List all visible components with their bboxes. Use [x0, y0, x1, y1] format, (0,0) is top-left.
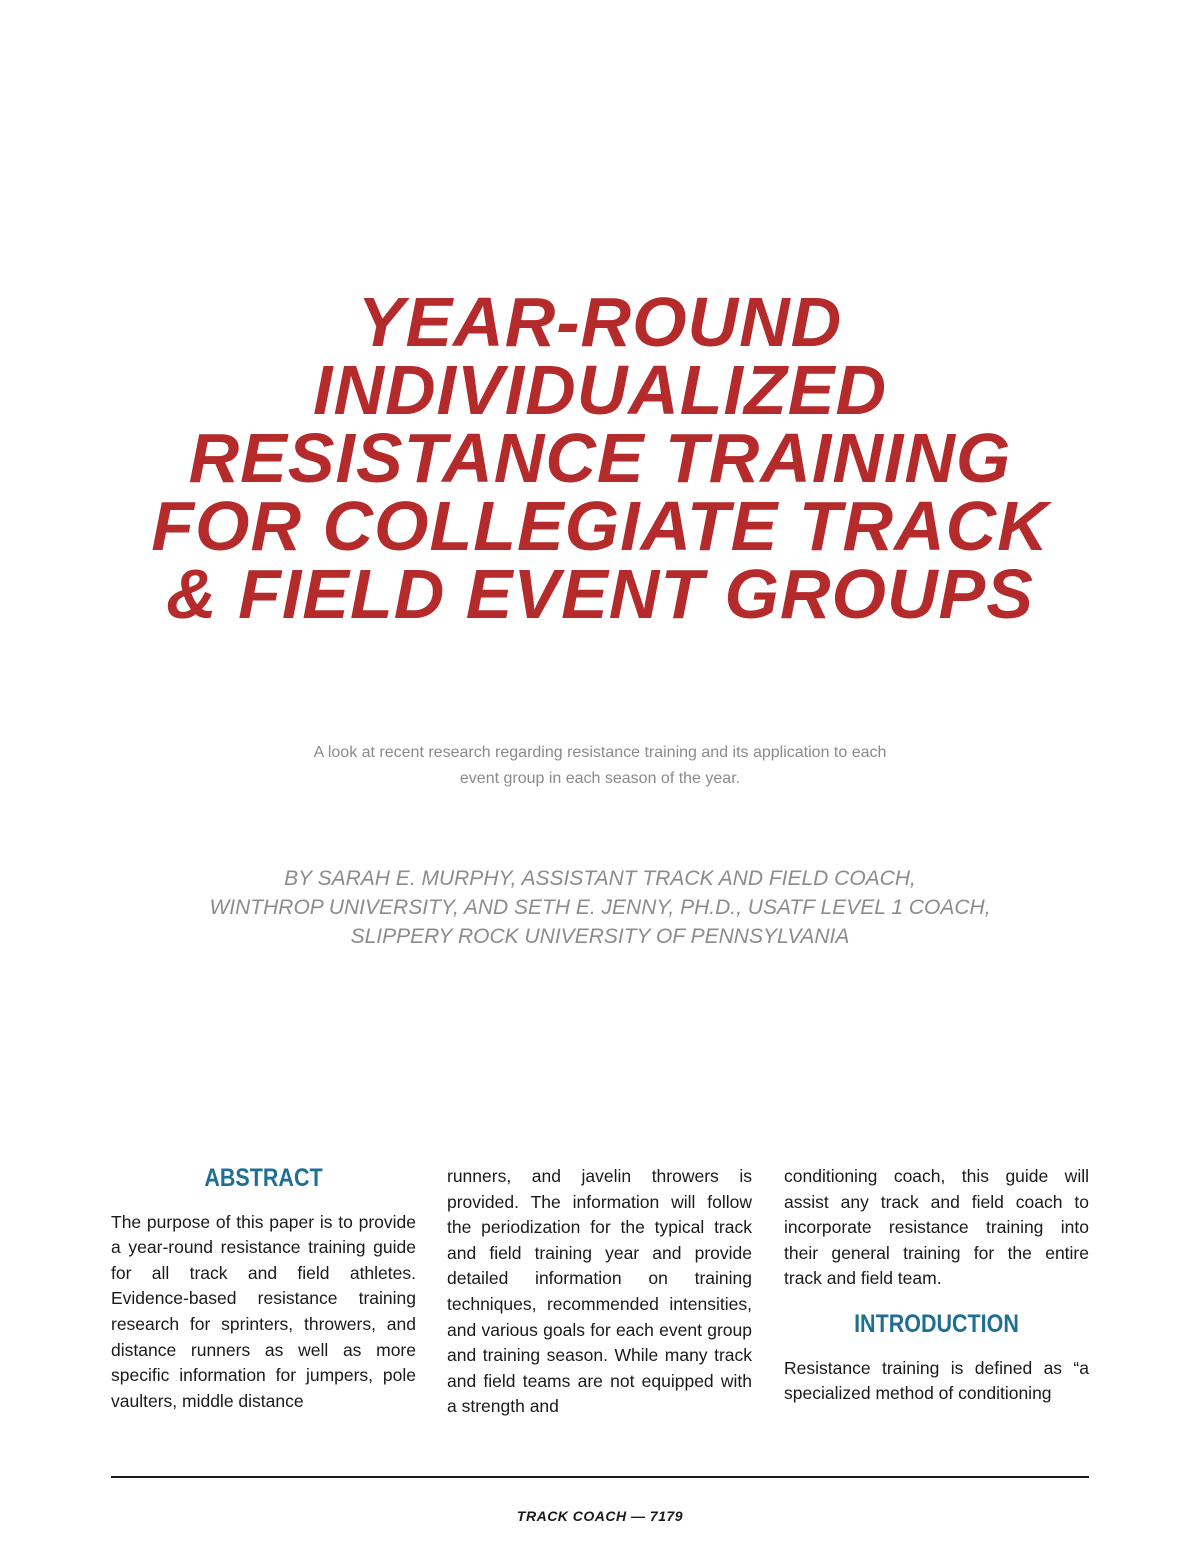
abstract-paragraph-part-2: runners, and javelin throwers is provided. The information will follow the periodization for the typical track and field training year and provide detailed information on training techniques, recommended intensities, and various goals for each event group and training season. While many track and field teams are not equipped with a strength and [447, 1166, 752, 1417]
footer-divider [111, 1476, 1089, 1478]
introduction-heading: INTRODUCTION [854, 1309, 1019, 1338]
author-byline [100, 864, 1100, 951]
subtitle-line: event group in each season of the year. [459, 770, 741, 787]
abstract-paragraph-part-3: conditioning coach, this guide will assist any track and field coach to incorporate resistance training into their general training for the entire track and field team. [784, 1166, 1089, 1289]
abstract-heading: ABSTRACT [204, 1164, 323, 1192]
title-line: RESISTANCE TRAINING [188, 419, 1012, 497]
body-column-2 [447, 1164, 752, 1420]
body-column-3 [784, 1164, 1089, 1407]
abstract-paragraph-part-1: The purpose of this paper is to provide a year-round resistance training guide for all track and field athletes. Evidence-based resistance training research for sprinters, throwers, and distance runners as well as more specific information for jumpers, pole vaulters, middle distance [111, 1211, 416, 1411]
title-line: YEAR-ROUND [357, 283, 843, 361]
article-title [60, 283, 1140, 633]
byline-line: SLIPPERY ROCK UNIVERSITY OF PENNSYLVANIA [350, 925, 850, 948]
title-line: INDIVIDUALIZED [313, 351, 887, 429]
introduction-paragraph: Resistance training is defined as “a specialized method of conditioning [784, 1357, 1089, 1404]
body-column-1 [111, 1162, 416, 1414]
byline-line: BY SARAH E. MURPHY, ASSISTANT TRACK AND FIELD COACH, [284, 867, 916, 890]
byline-line: WINTHROP UNIVERSITY, AND SETH E. JENNY, PH.D., USATF LEVEL 1 COACH, [209, 896, 991, 919]
subtitle-line: A look at recent research regarding resistance training and its application to each [313, 744, 887, 761]
page-footer: TRACK COACH — 7179 [516, 1508, 684, 1524]
title-line: & FIELD EVENT GROUPS [166, 555, 1034, 633]
title-line: FOR COLLEGIATE TRACK [151, 487, 1049, 565]
article-subtitle [200, 740, 1000, 792]
